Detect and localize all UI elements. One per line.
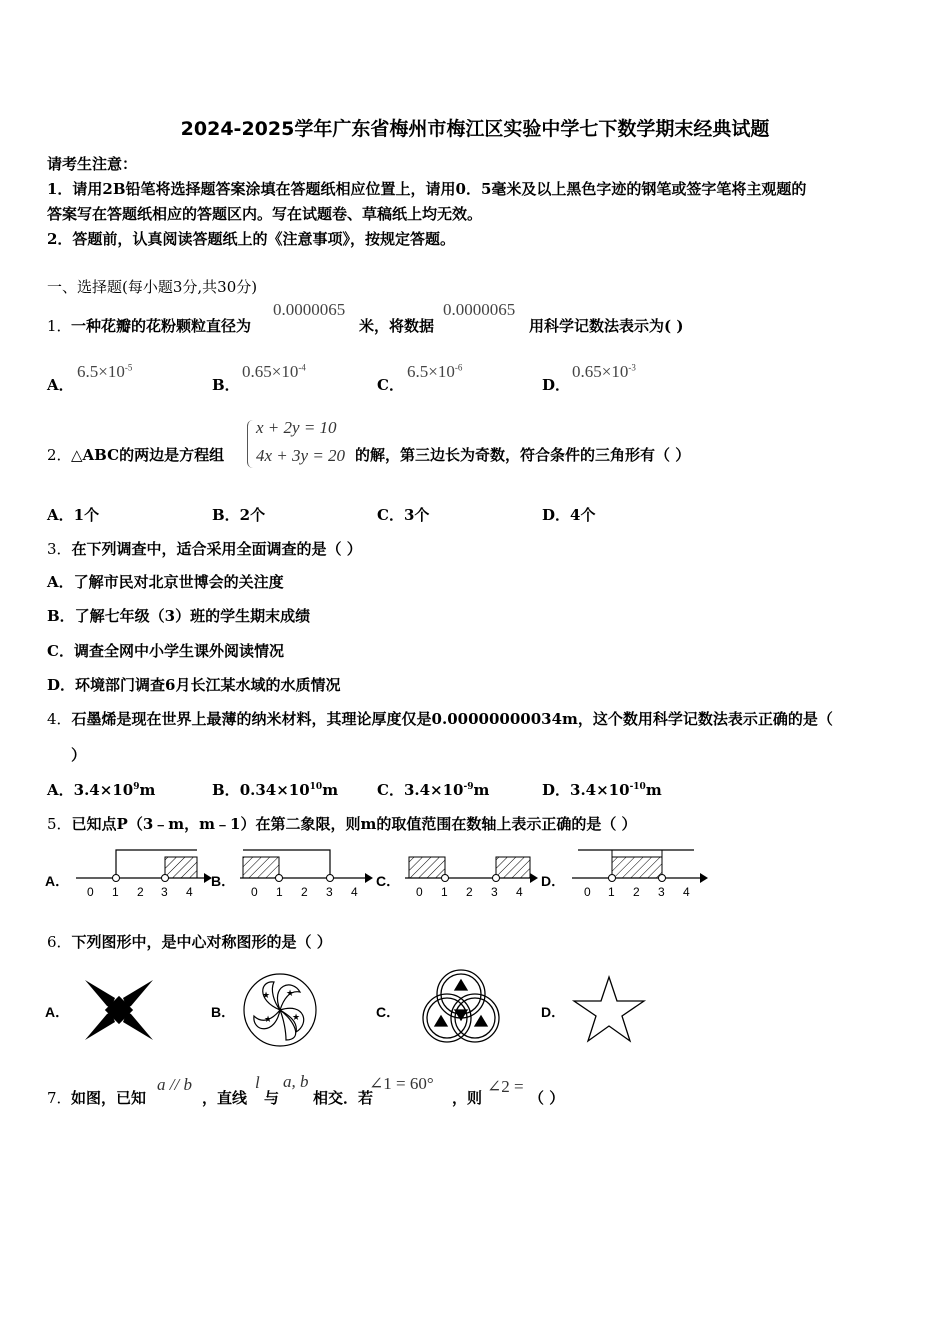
option-label: C． (376, 873, 401, 889)
tick-label: 2 (137, 885, 144, 899)
tick-label: 3 (326, 885, 333, 899)
option-a[interactable]: A．了解市民对北京世博会的关注度 (47, 573, 284, 591)
question-2 (47, 418, 907, 470)
question-4-close: ） (71, 746, 87, 764)
tick-label: 0 (87, 885, 94, 899)
option-label: A． (45, 873, 70, 889)
notice-line-1a: 1．请用2B铅笔将选择题答案涂填在答题纸相应位置上，请用0．5毫米及以上黑色字迹的钢笔或签字笔将主观题的 (47, 180, 807, 198)
option-label: A． (45, 1004, 70, 1020)
option-b[interactable]: B．了解七年级（3）班的学生期末成绩 (47, 607, 311, 625)
question-text: 用科学记数法表示为( ) (529, 317, 684, 335)
math-value: 0.0000065 (273, 300, 346, 319)
math-expression: l (255, 1073, 260, 1092)
q1-options (47, 362, 907, 392)
notice-line-1b: 答案写在答题纸相应的答题区内。写在试题卷、草稿纸上均无效。 (47, 205, 483, 223)
question-text: 米，将数据 (359, 317, 435, 335)
svg-text:★: ★ (292, 1012, 301, 1022)
option-label: C． (377, 376, 404, 394)
question-text: 石墨烯是现在世界上最薄的纳米材料，其理论厚度仅是0.00000000034m，这个数用科学记数法表示正确的是（ (71, 710, 833, 728)
tick-label: 1 (608, 885, 615, 899)
option-c-figure[interactable] (376, 970, 499, 1042)
option-c[interactable]: C．3个 (377, 506, 430, 524)
shape-figures (0, 960, 950, 1060)
question-text: 如图，已知 (71, 1089, 147, 1107)
number-line-figures (0, 838, 950, 908)
option-value: 6.5×10 (407, 362, 455, 381)
option-d[interactable]: D．4个 (542, 506, 596, 524)
question-number: 5． (47, 815, 72, 833)
tick-label: 1 (441, 885, 448, 899)
tick-label: 3 (658, 885, 665, 899)
question-text: 与 (264, 1089, 280, 1107)
option-exponent: -4 (298, 362, 306, 373)
option-label: B． (211, 873, 236, 889)
option-b[interactable]: B．2个 (212, 506, 266, 524)
option-exponent: -5 (124, 362, 133, 373)
option-d[interactable]: D．$3.4\times 10^{-10}m$ (542, 781, 662, 799)
equation-2: 4x + 3y = 20 (256, 446, 346, 465)
tick-label: 1 (276, 885, 283, 899)
question-7 (47, 1072, 907, 1108)
option-label: D． (541, 873, 566, 889)
tick-label: 1 (112, 885, 119, 899)
question-5 (47, 813, 637, 834)
option-a-number-line[interactable] (45, 850, 212, 899)
tick-label: 2 (301, 885, 308, 899)
tick-label: 4 (516, 885, 523, 899)
question-3 (47, 538, 362, 559)
option-c-number-line[interactable] (376, 857, 538, 899)
tick-label: 3 (161, 885, 168, 899)
option-c[interactable]: C．调查全网中小学生课外阅读情况 (47, 642, 284, 660)
question-text: 已知点P（3﹣m，m﹣1）在第二象限，则m的取值范围在数轴上表示正确的是（ ） (71, 815, 637, 833)
notice-heading: 请考生注意： (47, 155, 138, 173)
svg-text:★: ★ (286, 988, 295, 998)
math-expression: a // b (157, 1075, 192, 1094)
option-d-figure[interactable] (541, 977, 644, 1041)
option-label: B． (211, 1004, 236, 1020)
math-expression: ∠2 = (487, 1077, 524, 1096)
option-a[interactable]: A．$3.4\times 10^9m$ (47, 781, 156, 799)
equation-1: x + 2y = 10 (256, 418, 337, 437)
option-a-figure[interactable] (45, 980, 153, 1040)
option-d-number-line[interactable] (541, 850, 708, 899)
option-label: C． (376, 1004, 401, 1020)
option-value: 6.5×10 (77, 362, 125, 381)
question-text: 相交．若 (313, 1089, 374, 1107)
tick-label: 4 (351, 885, 358, 899)
question-text: （ ） (529, 1089, 565, 1107)
question-text: 一种花瓣的花粉颗粒直径为 (71, 317, 252, 335)
question-number: 7． (47, 1089, 72, 1107)
option-b-figure[interactable] (211, 974, 316, 1046)
option-value: 0.65×10 (242, 362, 299, 381)
equation-brace (247, 420, 254, 468)
question-text: △ABC的两边是方程组 (71, 446, 225, 464)
notice-line-2: 2．答题前，认真阅读答题纸上的《注意事项》，按规定答题。 (47, 230, 455, 248)
option-label: D． (541, 1004, 566, 1020)
question-text: 的解，第三边长为奇数，符合条件的三角形有（ ） (355, 446, 691, 464)
option-c[interactable]: C．$3.4\times 10^{-9}m$ (377, 781, 490, 799)
question-text: 下列图形中，是中心对称图形的是（ ） (71, 933, 332, 951)
option-label: D． (542, 376, 571, 394)
question-number: 2． (47, 446, 72, 464)
option-b[interactable]: B．$0.34\times 10^{10}m$ (212, 781, 339, 799)
question-text: ，则 (452, 1089, 483, 1107)
tick-label: 3 (491, 885, 498, 899)
question-number: 1． (47, 317, 72, 335)
tick-label: 4 (186, 885, 193, 899)
option-d[interactable]: D．环境部门调查6月长江某水域的水质情况 (47, 676, 341, 694)
math-expression: ∠1 = 60° (369, 1074, 434, 1093)
option-a[interactable]: A．1个 (47, 506, 100, 524)
svg-text:★: ★ (264, 1014, 273, 1024)
question-6 (47, 931, 332, 952)
math-value: 0.0000065 (443, 300, 516, 319)
question-number: 6． (47, 933, 72, 951)
tick-label: 0 (416, 885, 423, 899)
page-title: 2024-2025学年广东省梅州市梅江区实验中学七下数学期末经典试题 (180, 118, 770, 140)
svg-text:★: ★ (262, 990, 271, 1000)
question-number: 3． (47, 540, 72, 558)
tick-label: 2 (466, 885, 473, 899)
tick-label: 0 (584, 885, 591, 899)
option-exponent: -3 (628, 362, 636, 373)
option-b-number-line[interactable] (211, 850, 373, 899)
option-exponent: -6 (454, 362, 463, 373)
math-expression: a, b (283, 1072, 309, 1091)
tick-label: 4 (683, 885, 690, 899)
question-number: 4． (47, 710, 72, 728)
section-heading: 一、选择题(每小题3分,共30分) (47, 278, 258, 296)
question-4 (47, 708, 833, 729)
question-text: 在下列调查中，适合采用全面调查的是（ ） (71, 540, 362, 558)
question-text: ，直线 (202, 1089, 248, 1107)
tick-label: 0 (251, 885, 258, 899)
option-value: 0.65×10 (572, 362, 629, 381)
option-label: A． (47, 376, 74, 394)
option-label: B． (212, 376, 240, 394)
tick-label: 2 (633, 885, 640, 899)
